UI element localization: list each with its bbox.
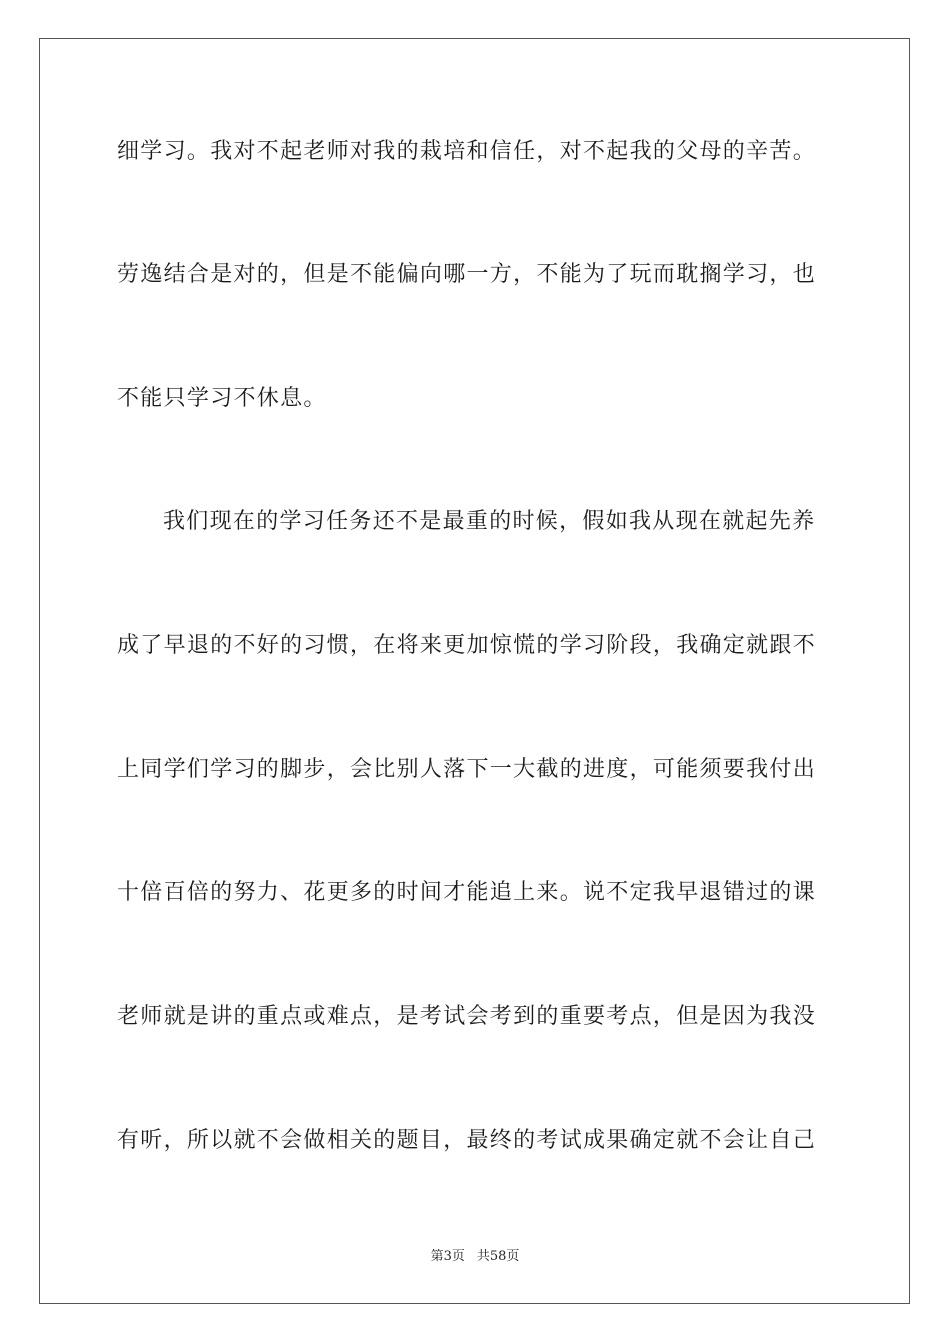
body-text-line: 上同学们学习的脚步，会比别人落下一大截的进度，可能须要我付出 [117,757,817,782]
body-text-line: 成了早退的不好的习惯，在将来更加惊慌的学习阶段，我确定就跟不 [117,633,817,658]
paragraph-start-line: 我们现在的学习任务还不是最重的时候，假如我从现在就起先养 [163,509,816,534]
page-frame [39,38,910,1304]
page-footer [0,1248,950,1266]
body-text-line: 细学习。我对不起老师对我的栽培和信任，对不起我的父母的辛苦。 [117,139,817,164]
body-text-line: 十倍百倍的努力、花更多的时间才能追上来。说不定我早退错过的课 [117,880,817,905]
page-total: 共58页 [476,1249,520,1264]
page-number: 第3页 [430,1249,465,1264]
body-text-line: 不能只学习不休息。 [117,386,327,411]
body-text-line: 劳逸结合是对的，但是不能偏向哪一方，不能为了玩而耽搁学习，也 [117,262,817,287]
body-text-line: 老师就是讲的重点或难点，是考试会考到的重要考点，但是因为我没 [117,1004,817,1029]
body-text-line: 有听，所以就不会做相关的题目，最终的考试成果确定就不会让自己 [117,1128,817,1153]
